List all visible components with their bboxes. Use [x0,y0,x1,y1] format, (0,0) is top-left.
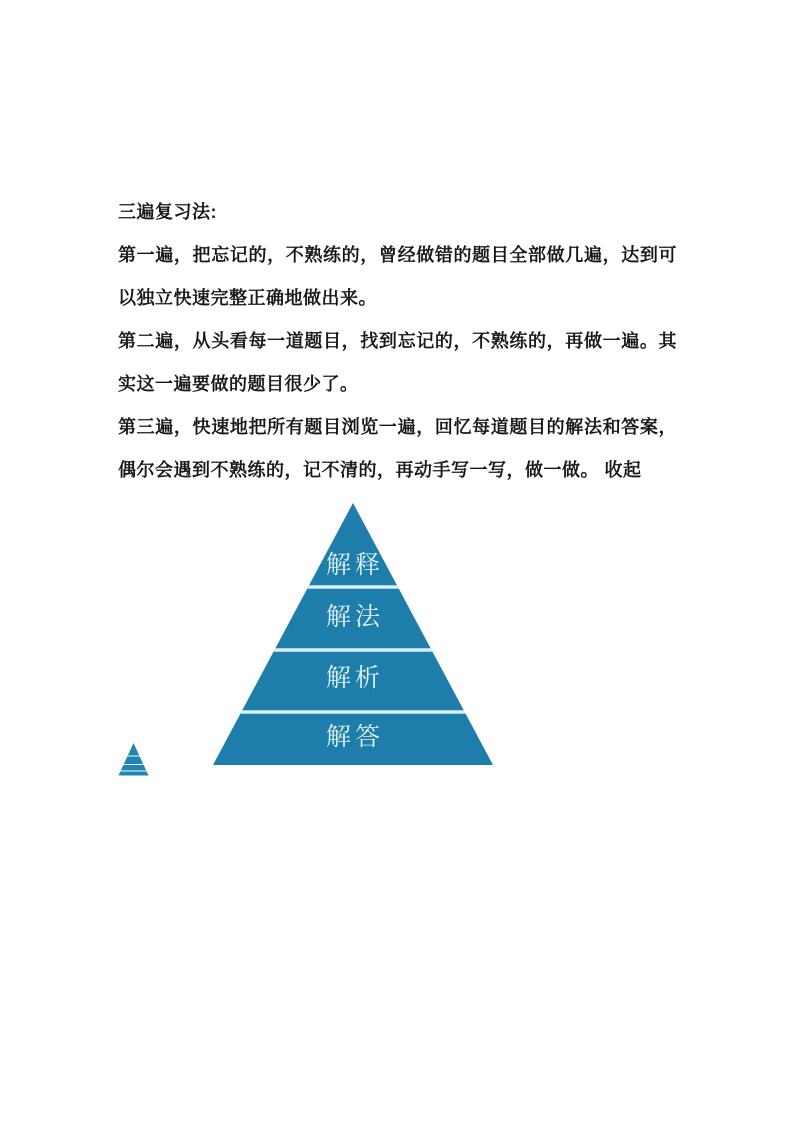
text-line-pass3-end [118,449,677,492]
text-line-pass2-end: 实这一遍要做的题目很少了。 [118,374,359,394]
text-line-pass2: 第二遍，从头看每一道题目，找到忘记的，不熟练的，再做一遍。其 [118,331,677,351]
text-line-pass3: 第三遍，快速地把所有题目浏览一遍，回忆每道题目的解法和答案， [118,417,677,437]
mini-pyramid-thumbnail-icon[interactable] [118,741,149,777]
answer-text-block [118,191,677,492]
text-line-pass3-end-text: 偶尔会遇到不熟练的，记不清的，再动手写一写，做一做。 [118,460,599,480]
pyramid-level-label-1: 解释 [325,551,385,579]
pyramid-level-label-2: 解法 [325,603,385,631]
text-line-pass1: 第一遍，把忘记的，不熟练的，曾经做错的题目全部做几遍，达到可 [118,245,677,265]
pyramid-level-label-3: 解析 [325,664,385,692]
pyramid-figure [203,495,503,785]
pyramid-level-label-4: 解答 [325,723,385,751]
text-line-pass1-end: 以独立快速完整正确地做出来。 [118,288,377,308]
collapse-link[interactable]: 收起 [604,460,642,480]
method-title: 三遍复习法: [118,202,217,222]
